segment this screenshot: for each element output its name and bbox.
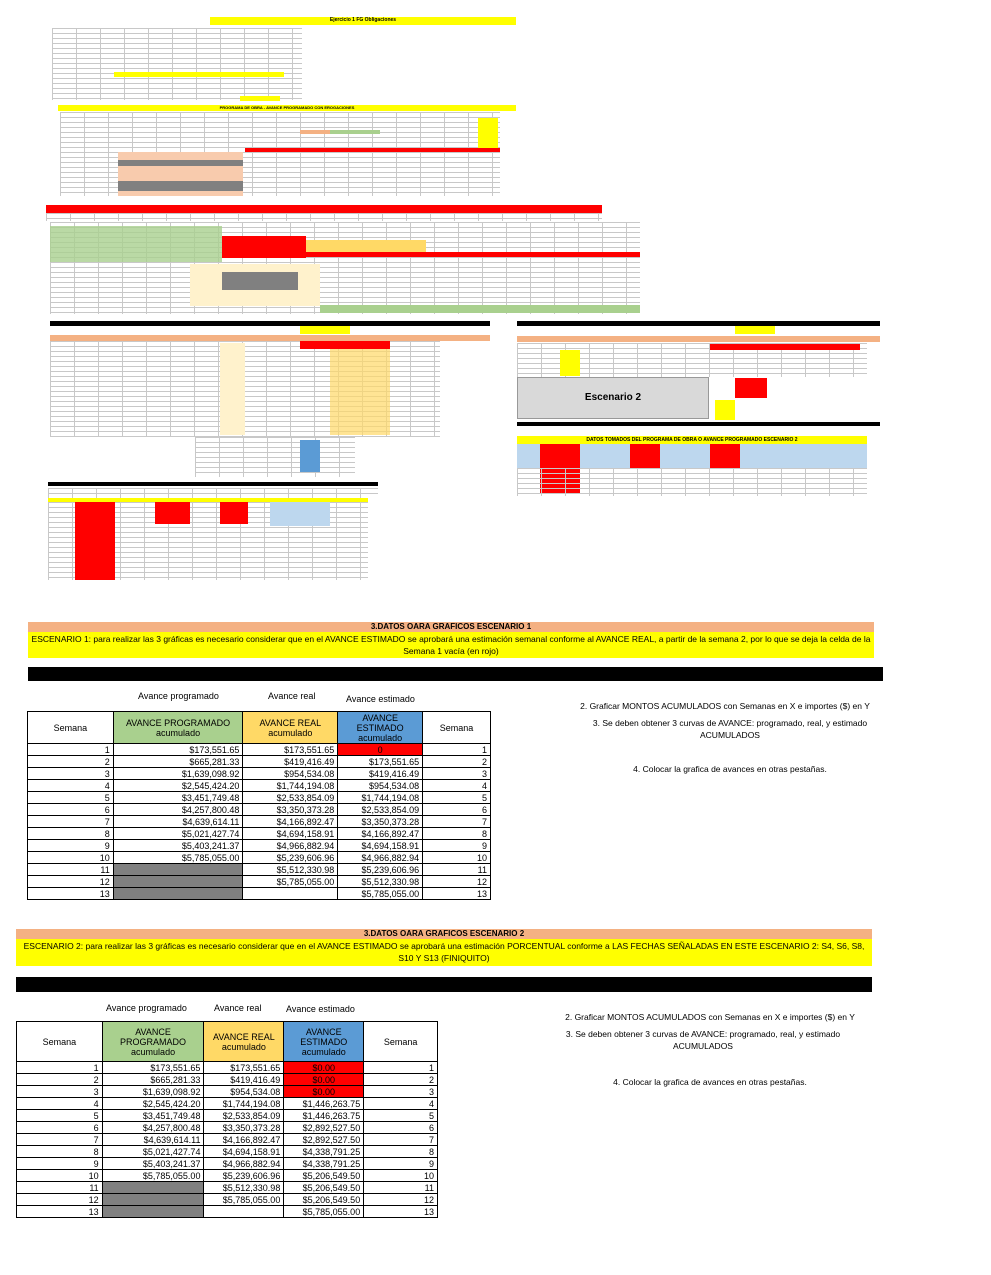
cell-real: $2,533,854.09: [243, 792, 338, 804]
cell-programado: $3,451,749.48: [113, 792, 243, 804]
thumb-cell: [50, 226, 222, 262]
cell-semana: 1: [28, 744, 114, 756]
table-row: [17, 1146, 438, 1158]
table-row: [17, 1182, 438, 1194]
cell-programado: $665,281.33: [113, 756, 243, 768]
col-avance-real: AVANCE REAL acumulado: [243, 712, 338, 744]
thumb-cell: [155, 502, 190, 524]
col-avance-estimado: AVANCE ESTIMADO acumulado: [338, 712, 423, 744]
col-avance-programado: AVANCE PROGRAMADO acumulado: [102, 1022, 204, 1062]
cell-semana: 8: [17, 1146, 103, 1158]
cell-semana: 6: [28, 804, 114, 816]
cell-estimado: $954,534.08: [338, 780, 423, 792]
table-row: [28, 816, 491, 828]
cell-semana: 4: [17, 1098, 103, 1110]
cell-semana-right: 4: [364, 1098, 438, 1110]
cell-programado: [102, 1206, 204, 1218]
thumb-cell: [300, 326, 350, 334]
table-row: [28, 792, 491, 804]
thumb-block-8: [517, 468, 867, 496]
thumb-cell: [306, 252, 640, 257]
thumb-cell: [75, 502, 115, 580]
thumb-cell: [118, 160, 243, 166]
cell-real: $4,166,892.47: [204, 1134, 284, 1146]
cell-estimado: $5,239,606.96: [338, 864, 423, 876]
cell-semana: 7: [17, 1134, 103, 1146]
cell-semana: 10: [17, 1170, 103, 1182]
cell-semana: 5: [17, 1110, 103, 1122]
cell-estimado: $419,416.49: [338, 768, 423, 780]
cell-programado: $173,551.65: [113, 744, 243, 756]
scenario-1-table: [27, 711, 491, 900]
thumb-cell: [222, 272, 298, 290]
cell-real: $5,785,055.00: [243, 876, 338, 888]
cell-semana: 9: [17, 1158, 103, 1170]
thumb-cell: [330, 349, 390, 435]
thumb-bar: [50, 321, 490, 326]
thumb-cell: [220, 502, 248, 524]
cell-real: $3,350,373.28: [243, 804, 338, 816]
cell-semana-right: 5: [423, 792, 491, 804]
scenario-2-note-4: 4. Colocar la grafica de avances en otras pestañas.: [613, 1077, 807, 1087]
cell-estimado: $1,446,263.75: [284, 1098, 364, 1110]
cell-estimado: $2,533,854.09: [338, 804, 423, 816]
cell-semana: 8: [28, 828, 114, 840]
cell-real: $173,551.65: [204, 1062, 284, 1074]
thumb-cell: [300, 341, 390, 349]
cell-estimado: $5,206,549.50: [284, 1170, 364, 1182]
cell-real: $4,966,882.94: [243, 840, 338, 852]
table-row: [28, 864, 491, 876]
thumb-cell: [300, 440, 320, 472]
label-avance-programado: Avance programado: [106, 1003, 187, 1013]
cell-real: $5,239,606.96: [204, 1170, 284, 1182]
cell-programado: $1,639,098.92: [102, 1086, 204, 1098]
thumb-cell: [715, 400, 735, 420]
thumb-block-1: [52, 28, 302, 100]
cell-real: $4,166,892.47: [243, 816, 338, 828]
cell-programado: $2,545,424.20: [113, 780, 243, 792]
table-row: [17, 1194, 438, 1206]
cell-semana-right: 3: [364, 1086, 438, 1098]
scenario-1-note-2: 2. Graficar MONTOS ACUMULADOS con Semanas en X e importes ($) en Y: [580, 701, 870, 711]
cell-semana-right: 10: [423, 852, 491, 864]
table-row: [28, 828, 491, 840]
cell-estimado: $3,350,373.28: [338, 816, 423, 828]
table-row: [17, 1086, 438, 1098]
cell-programado: [102, 1194, 204, 1206]
col-avance-estimado: AVANCE ESTIMADO acumulado: [284, 1022, 364, 1062]
thumb-cell: [735, 326, 775, 334]
cell-programado: $5,785,055.00: [113, 852, 243, 864]
table-row: [28, 744, 491, 756]
cell-programado: $4,257,800.48: [102, 1122, 204, 1134]
cell-estimado: $1,744,194.08: [338, 792, 423, 804]
cell-semana-right: 7: [364, 1134, 438, 1146]
thumb-cell: [270, 502, 330, 526]
thumb-bar: [48, 482, 378, 486]
col-semana-right: Semana: [364, 1022, 438, 1062]
cell-real: $4,694,158.91: [204, 1146, 284, 1158]
cell-semana-right: 9: [364, 1158, 438, 1170]
cell-semana-right: 2: [423, 756, 491, 768]
thumb-bar: [517, 321, 880, 326]
cell-programado: $665,281.33: [102, 1074, 204, 1086]
table-row: [28, 804, 491, 816]
cell-semana: 3: [28, 768, 114, 780]
scenario-1-note-3: 3. Se deben obtener 3 curvas de AVANCE: programado, real, y estimado ACUMULADOS: [592, 718, 868, 740]
cell-semana: 1: [17, 1062, 103, 1074]
thumb-title-1: Ejercicio 1 FG Obligaciones: [210, 17, 516, 25]
cell-semana-right: 13: [364, 1206, 438, 1218]
cell-real: $954,534.08: [243, 768, 338, 780]
cell-semana-right: 8: [423, 828, 491, 840]
cell-real: [243, 888, 338, 900]
scenario-1-header: 3.DATOS OARA GRAFICOS ESCENARIO 1: [28, 622, 874, 632]
cell-estimado: $0.00: [284, 1086, 364, 1098]
col-semana: Semana: [17, 1022, 103, 1062]
table-row: [17, 1098, 438, 1110]
cell-real: $1,744,194.08: [243, 780, 338, 792]
cell-semana: 10: [28, 852, 114, 864]
cell-semana: 3: [17, 1086, 103, 1098]
scenario-2-description: ESCENARIO 2: para realizar las 3 gráficas es necesario considerar que en el AVANCE ESTIMADO se aprobará una estimación PORCENTUAL conforme a LAS FECHAS SEÑALADAS EN ESTE ESCENARIO 2: S4, S6, S8, S10 Y S13 (FINIQUITO): [16, 939, 872, 966]
thumb-cell: [220, 343, 245, 435]
cell-real: $1,744,194.08: [204, 1098, 284, 1110]
thumb-cell: [300, 130, 330, 134]
cell-programado: $1,639,098.92: [113, 768, 243, 780]
cell-real: $5,785,055.00: [204, 1194, 284, 1206]
scenario-2-note-2: 2. Graficar MONTOS ACUMULADOS con Semanas en X e importes ($) en Y: [565, 1012, 855, 1022]
cell-semana-right: 2: [364, 1074, 438, 1086]
cell-semana: 11: [17, 1182, 103, 1194]
cell-programado: $3,451,749.48: [102, 1110, 204, 1122]
thumb-cell: [735, 378, 767, 398]
cell-estimado: $4,166,892.47: [338, 828, 423, 840]
cell-semana-right: 1: [364, 1062, 438, 1074]
cell-semana-right: 9: [423, 840, 491, 852]
cell-semana: 9: [28, 840, 114, 852]
table-row: [28, 768, 491, 780]
cell-programado: $4,257,800.48: [113, 804, 243, 816]
label-avance-estimado: Avance estimado: [346, 694, 415, 704]
cell-programado: [102, 1182, 204, 1194]
scenario-2-note-3: 3. Se deben obtener 3 curvas de AVANCE: programado, real, y estimado ACUMULADOS: [565, 1029, 841, 1051]
cell-estimado: $5,512,330.98: [338, 876, 423, 888]
cell-real: $3,350,373.28: [204, 1122, 284, 1134]
table-row: [17, 1122, 438, 1134]
thumb-banner: [46, 205, 602, 213]
thumb-bar: [517, 422, 880, 426]
cell-semana: 13: [28, 888, 114, 900]
cell-real: [204, 1206, 284, 1218]
table-row: [17, 1074, 438, 1086]
cell-programado: $5,785,055.00: [102, 1170, 204, 1182]
black-divider: [28, 667, 883, 681]
cell-real: $5,512,330.98: [204, 1182, 284, 1194]
black-divider: [16, 977, 872, 992]
cell-estimado: $173,551.65: [338, 756, 423, 768]
col-semana-right: Semana: [423, 712, 491, 744]
cell-programado: $4,639,614.11: [113, 816, 243, 828]
cell-programado: $5,403,241.37: [113, 840, 243, 852]
thumb-bar: [517, 336, 880, 342]
thumb-cell: [710, 444, 740, 468]
label-avance-estimado: Avance estimado: [286, 1004, 355, 1014]
cell-semana-right: 1: [423, 744, 491, 756]
cell-programado: $2,545,424.20: [102, 1098, 204, 1110]
thumb-cell: [320, 305, 640, 313]
cell-semana: 7: [28, 816, 114, 828]
cell-real: $5,512,330.98: [243, 864, 338, 876]
cell-real: $5,239,606.96: [243, 852, 338, 864]
cell-semana-right: 4: [423, 780, 491, 792]
scenario-1-description: ESCENARIO 1: para realizar las 3 gráficas es necesario considerar que en el AVANCE ESTIMADO se aprobará una estimación semanal conforme al AVANCE REAL, a partir de la semana 2, por lo que se deja la celda de la Semana 1 vacía (en rojo): [28, 632, 874, 658]
thumb-block-6: [195, 437, 355, 477]
table-row: [28, 852, 491, 864]
cell-real: $173,551.65: [243, 744, 338, 756]
thumb-strip: [114, 72, 284, 77]
table-row: [17, 1062, 438, 1074]
cell-programado: [113, 864, 243, 876]
col-avance-real: AVANCE REAL acumulado: [204, 1022, 284, 1062]
cell-semana: 12: [17, 1194, 103, 1206]
cell-estimado: $2,892,527.50: [284, 1122, 364, 1134]
cell-programado: [113, 888, 243, 900]
cell-semana: 12: [28, 876, 114, 888]
cell-estimado: $2,892,527.50: [284, 1134, 364, 1146]
table-row: [17, 1170, 438, 1182]
cell-programado: $5,021,427.74: [113, 828, 243, 840]
cell-estimado: 0: [338, 744, 423, 756]
cell-estimado: $5,785,055.00: [284, 1206, 364, 1218]
cell-programado: $4,639,614.11: [102, 1134, 204, 1146]
cell-semana-right: 13: [423, 888, 491, 900]
cell-real: $419,416.49: [243, 756, 338, 768]
cell-real: $4,966,882.94: [204, 1158, 284, 1170]
label-avance-real: Avance real: [214, 1003, 262, 1013]
cell-estimado: $4,338,791.25: [284, 1158, 364, 1170]
table-row: [28, 840, 491, 852]
cell-semana: 2: [17, 1074, 103, 1086]
table-row: [17, 1206, 438, 1218]
cell-programado: $5,021,427.74: [102, 1146, 204, 1158]
cell-estimado: $5,206,549.50: [284, 1194, 364, 1206]
scenario-2-header: 3.DATOS OARA GRAFICOS ESCENARIO 2: [16, 929, 872, 939]
cell-estimado: $4,338,791.25: [284, 1146, 364, 1158]
cell-estimado: $1,446,263.75: [284, 1110, 364, 1122]
table-row: [28, 756, 491, 768]
cell-programado: $173,551.65: [102, 1062, 204, 1074]
cell-semana-right: 12: [364, 1194, 438, 1206]
cell-real: $4,694,158.91: [243, 828, 338, 840]
cell-semana: 4: [28, 780, 114, 792]
scenario-1-note-4: 4. Colocar la grafica de avances en otras pestañas.: [633, 764, 827, 774]
cell-estimado: $0.00: [284, 1062, 364, 1074]
cell-semana: 2: [28, 756, 114, 768]
cell-semana: 13: [17, 1206, 103, 1218]
thumb-cell: [710, 344, 860, 350]
cell-estimado: $4,966,882.94: [338, 852, 423, 864]
thumb-cell: [560, 350, 580, 376]
table-row: [17, 1158, 438, 1170]
cell-real: $954,534.08: [204, 1086, 284, 1098]
cell-semana: 11: [28, 864, 114, 876]
thumb-cell: [330, 130, 380, 134]
cell-semana-right: 11: [423, 864, 491, 876]
col-avance-programado: AVANCE PROGRAMADO acumulado: [113, 712, 243, 744]
label-avance-real: Avance real: [268, 691, 316, 701]
cell-estimado: $0.00: [284, 1074, 364, 1086]
table-row: [28, 780, 491, 792]
col-semana: Semana: [28, 712, 114, 744]
cell-real: $2,533,854.09: [204, 1110, 284, 1122]
thumb-block-9: [48, 488, 378, 498]
table-row: [28, 876, 491, 888]
cell-semana-right: 10: [364, 1170, 438, 1182]
cell-semana-right: 6: [364, 1122, 438, 1134]
cell-semana-right: 12: [423, 876, 491, 888]
scenario-2-thumb-data-title: DATOS TOMADOS DEL PROGRAMA DE OBRA O AVANCE PROGRAMADO ESCENARIO 2: [517, 436, 867, 444]
cell-estimado: $4,694,158.91: [338, 840, 423, 852]
thumb-cell: [222, 236, 306, 258]
cell-semana-right: 7: [423, 816, 491, 828]
cell-programado: [113, 876, 243, 888]
table-row: [17, 1110, 438, 1122]
cell-semana-right: 11: [364, 1182, 438, 1194]
cell-semana-right: 8: [364, 1146, 438, 1158]
cell-estimado: $5,785,055.00: [338, 888, 423, 900]
table-row: [28, 888, 491, 900]
thumb-block-3: [46, 213, 602, 221]
cell-real: $419,416.49: [204, 1074, 284, 1086]
cell-semana-right: 5: [364, 1110, 438, 1122]
cell-programado: $5,403,241.37: [102, 1158, 204, 1170]
thumb-cell: [306, 240, 426, 252]
thumb-cell: [245, 148, 500, 152]
cell-semana: 6: [17, 1122, 103, 1134]
cell-estimado: $5,206,549.50: [284, 1182, 364, 1194]
label-avance-programado: Avance programado: [138, 691, 219, 701]
cell-semana: 5: [28, 792, 114, 804]
thumb-strip: [240, 96, 280, 101]
scenario-2-thumb-label: Escenario 2: [517, 377, 709, 419]
thumb-cell: [478, 118, 498, 148]
scenario-2-table: [16, 1021, 438, 1218]
table-row: [17, 1134, 438, 1146]
cell-semana-right: 6: [423, 804, 491, 816]
thumb-cell: [118, 181, 243, 191]
thumb-title-2: PROGRAMA DE OBRA - AVANCE PROGRAMADO CON EROGACIONES: [58, 105, 516, 111]
thumb-cell: [630, 444, 660, 468]
cell-semana-right: 3: [423, 768, 491, 780]
